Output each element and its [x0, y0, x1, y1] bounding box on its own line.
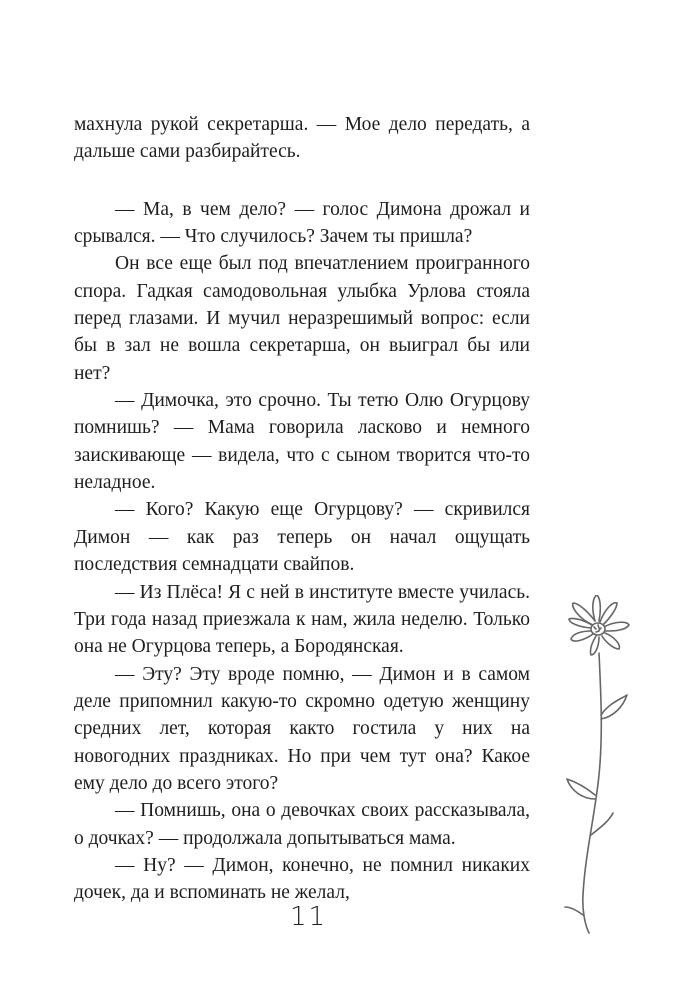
daisy-flower-icon [555, 595, 645, 935]
paragraph: — Ма, в чем дело? — голос Димона дрожал и срывался. — Что случилось? Зачем ты пришла? [74, 198, 530, 248]
page-number: 11 [290, 902, 328, 932]
section-break [74, 166, 530, 196]
paragraph: — Эту? Эту вроде помню, — Димон и в самом деле припомнил какую-то скромно одетую женщину средних лет, которая както гостила у них на новогодних праздниках. Но при чем тут она? Какое ему дело до всего этого? [74, 663, 530, 794]
paragraph: — Ну? — Димон, конечно, не помнил никаких дочек, да и вспоминать не желал, [74, 854, 530, 904]
paragraph: — Димочка, это срочно. Ты тетю Олю Огурцову помнишь? — Мама говорила ласково и немного заискивающе — видела, что с сыном творится что-то неладное. [74, 390, 530, 494]
paragraph: Он все еще был под впечатлением проигранного спора. Гадкая самодовольная улыбка Урлова стояла перед глазами. И мучил неразрешимый вопрос: если бы в зал не вошла секретарша, он выиграл бы или нет? [74, 253, 530, 384]
page-text [74, 111, 530, 907]
paragraph: махнула рукой секретарша. — Мое дело передать, а дальше сами разбирайтесь. [74, 114, 530, 163]
paragraph: — Помнишь, она о девочках своих рассказывала, о дочках? — продолжала допытываться мама. [74, 800, 530, 849]
paragraph: — Кого? Какую еще Огурцову? — скривился Димон — как раз теперь он начал ощущать последствия семнадцати свайпов. [74, 499, 530, 576]
paragraph: — Из Плёса! Я с ней в институте вместе училась. Три года назад приезжала к нам, жила неделю. Только она не Огурцова теперь, а Бородянская. [74, 581, 530, 658]
